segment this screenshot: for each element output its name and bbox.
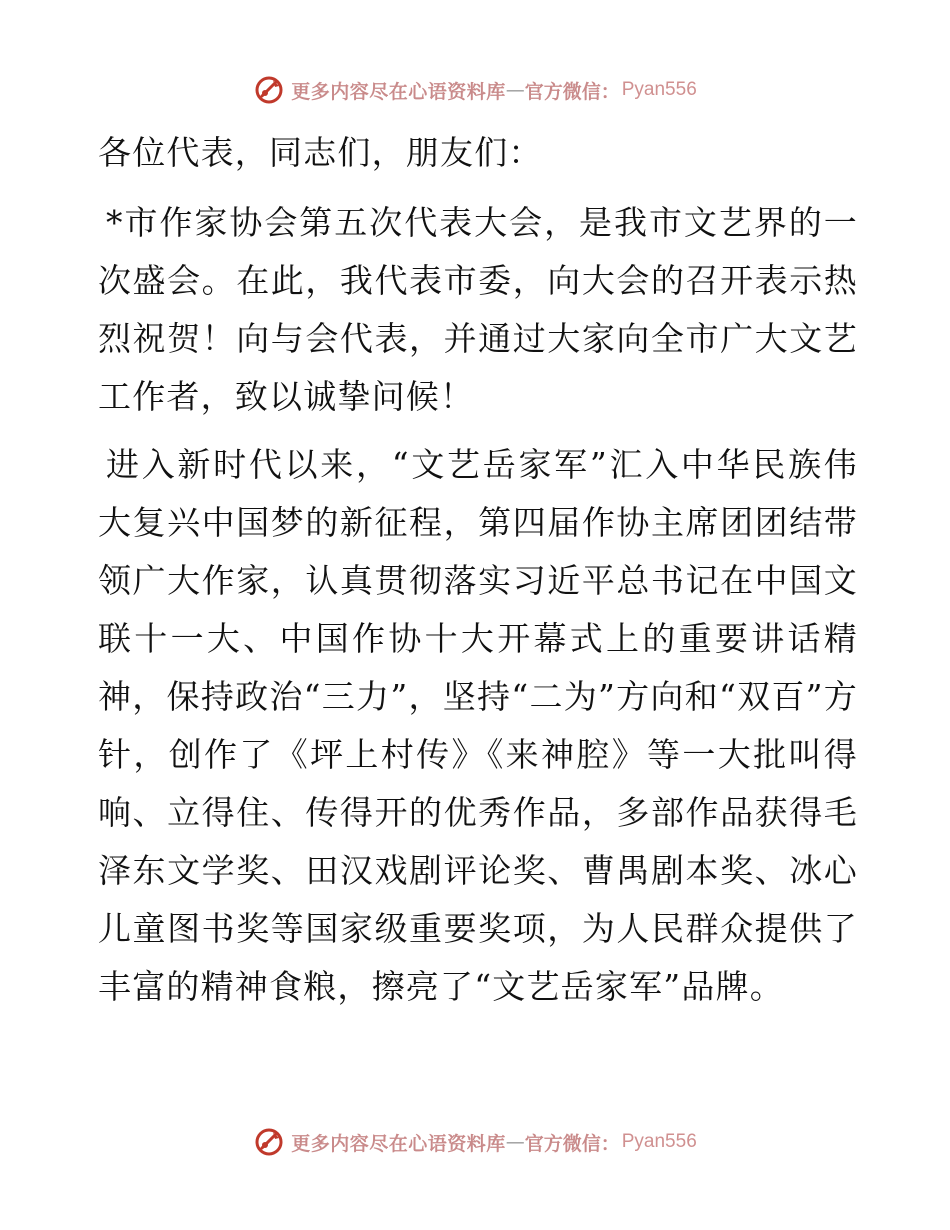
- paragraph-1: *市作家协会第五次代表大会，是我市文艺界的一次盛会。在此，我代表市委，向大会的召开表示热烈祝贺！向与会代表，并通过大家向全市广大文艺工作者，致以诚挚问候！: [98, 203, 858, 416]
- watermark-wechat-label: 官方微信：: [524, 80, 620, 103]
- watermark-separator: —: [505, 1131, 525, 1153]
- watermark-wechat-label: 官方微信：: [524, 1132, 620, 1155]
- watermark-site-text: 更多内容尽在心语资料库: [291, 80, 506, 103]
- watermark-footer: [0, 1124, 950, 1160]
- document-body: [98, 124, 858, 1026]
- brand-logo-icon: [253, 1126, 285, 1158]
- watermark-site-text: 更多内容尽在心语资料库: [291, 1132, 506, 1155]
- watermark-wechat-id: Pyan556: [621, 1131, 697, 1152]
- paragraph-2: 进入新时代以来，“文艺岳家军”汇入中华民族伟大复兴中国梦的新征程，第四届作协主席团团结带领广大作家，认真贯彻落实习近平总书记在中国文联十一大、中国作协十大开幕式上的重要讲话精神，保持政治“三力”，坚持“二为”方向和“双百”方针，创作了《坪上村传》《来神腔》等一大批叫得响、立得住、传得开的优秀作品，多部作品获得毛泽东文学奖、田汉戏剧评论奖、曹禺剧本奖、冰心儿童图书奖等国家级重要奖项，为人民群众提供了丰富的精神食粮，擦亮了“文艺岳家军”品牌。: [98, 445, 858, 1006]
- watermark-separator: —: [505, 79, 525, 101]
- watermark-wechat-id: Pyan556: [621, 79, 697, 100]
- brand-logo-icon: [253, 74, 285, 106]
- greeting-line: 各位代表，同志们，朋友们：: [98, 133, 543, 172]
- watermark-header: [0, 72, 950, 108]
